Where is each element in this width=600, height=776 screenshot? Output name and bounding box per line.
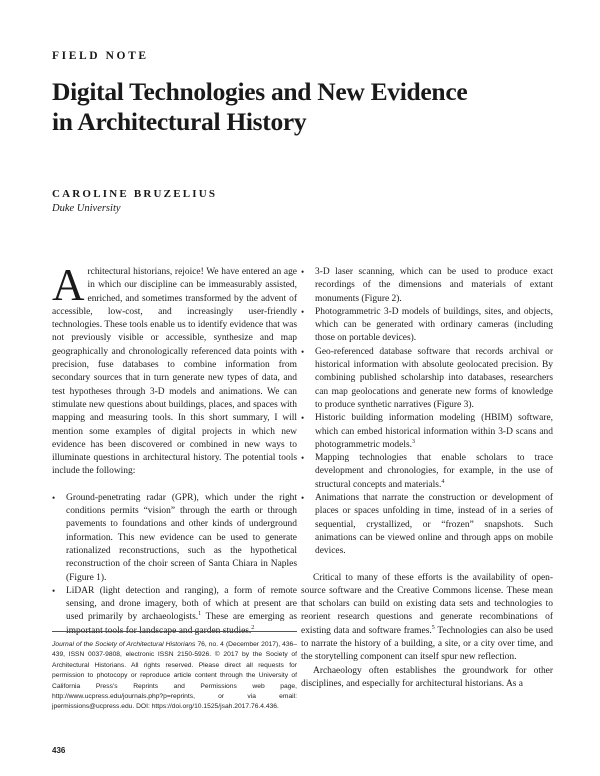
list-item <box>301 306 553 346</box>
list-item <box>301 452 553 492</box>
article-title <box>52 77 572 137</box>
body-paragraph <box>301 665 553 692</box>
left-column <box>52 260 298 638</box>
list-item-text: 3-D laser scanning, which can be used to produce exact recordings of the dimensions and materials of extant monuments (Figure 2). <box>315 267 553 304</box>
bullet-icon: • <box>301 453 305 464</box>
title-line-2: in Architectural History <box>52 107 307 136</box>
list-item <box>301 266 553 306</box>
list-item-text: Ground-penetrating radar (GPR), which under the right conditions permits “vision” through the earth or through pavements to foundations and other kinds of underground information. This new evidence can be used to generate rationalized reconstructions, such as the hypothetical reconstruction of the choir screen of Santa Chiara in Naples (Figure 1). <box>66 492 297 583</box>
list-item-text: LiDAR (light detection and ranging), a form of remote sensing, and drone imagery, both of which at present are used primarily by archaeologists. <box>66 585 297 623</box>
bullet-icon: • <box>301 413 305 424</box>
title-line-1: Digital Technologies and New Evidence <box>52 77 468 106</box>
bullet-icon: • <box>52 585 56 596</box>
list-item <box>52 492 297 585</box>
tools-list-left <box>52 492 297 638</box>
footnote-ref[interactable]: 1 <box>198 611 202 618</box>
list-item-text: Geo-referenced database software that records archival or historical information with absolute geolocated precision. By combining published scholarship into databases, researchers can map geolocations and generate new forms of knowledge to produce synthetic narratives (Figure 3). <box>315 346 553 410</box>
list-item-text: Animations that narrate the construction or development of places or spaces unfolding in time, instead of in a series of sequential, crystallized, or “frozen” snapshots. Such animations can be viewed online and through apps on mobile devices. <box>315 493 553 557</box>
footnote-ref[interactable]: 3 <box>411 438 415 445</box>
bullet-icon: • <box>301 346 305 357</box>
list-item-text-cont: These are emerging as important tools for landscape and garden studies. <box>66 612 298 636</box>
drop-cap: A <box>52 260 85 310</box>
journal-details: 76, no. 4 (December 2017), 436–439, ISSN 0037-9808, electronic ISSN 2150-5926. © 2017 by the Society of Architectural Historians. All rights reserved. Please direct all requests for permission to photocopy or reproduce article content through the University of California Press’s Reprints and Permissions web page, http://www.ucpress.edu/journals.php?p=reprints, or via email: jpermissions@ucpress.edu. DOI: https://doi.org/10.1525/jsah.2017.76.4.436. <box>52 641 297 711</box>
intro-paragraph <box>52 260 297 479</box>
bullet-icon: • <box>301 306 305 317</box>
footnote-ref[interactable]: 2 <box>251 624 255 631</box>
bullet-icon: • <box>52 492 56 503</box>
list-item <box>301 412 553 452</box>
right-column <box>301 266 553 691</box>
intro-text: rchitectural historians, rejoice! We have entered an age in which our discipline can be immeasurably assisted, enriched, and sometimes transformed by the advent of accessible, low-cost, and increasingly user-friendly technologies. These tools enable us to identify evidence that was not previously visible or accessible, synthesize and map geographically and chronologically referenced data points with precision, fuse databases to combine information from secondary sources that in turn generate new types of data, and test hypotheses through 3-D models and animations. We can stimulate new questions about buildings, places, and spaces with mapping and measuring tools. In this short summary, I will mention some examples of digital projects in which new evidence has been discovered or combined in new ways to illuminate questions in architectural history. The potential tools include the following: <box>52 267 297 477</box>
body-paragraph <box>301 572 553 665</box>
list-item-text: Mapping technologies that enable scholars to trace development and chronologies, for example, in the use of structural concepts and materials. <box>315 453 553 490</box>
page-number: 436 <box>52 746 66 755</box>
author-affiliation: Duke University <box>52 203 121 214</box>
journal-name: Journal of the Society of Architectural Historians <box>52 641 196 648</box>
paragraph-text-cont: Technologies can also be used to narrate the history of a building, a site, or a city over time, and the storytelling component can itself spur new reflection. <box>301 625 553 663</box>
section-kicker: FIELD NOTE <box>52 50 149 62</box>
paragraph-text: Critical to many of these efforts is the availability of open-source software and the Creative Commons license. These mean that scholars can build on existing data sets and technologies to reorient research questions and generate recombinations of existing data and software frames. <box>301 572 553 636</box>
footnote-ref[interactable]: 5 <box>431 624 435 631</box>
bullet-icon: • <box>301 267 305 277</box>
list-item <box>301 492 553 558</box>
paragraph-text: Archaeology often establishes the groundwork for other disciplines, and especially for architectural historians. As a <box>301 665 553 689</box>
footnote-ref[interactable]: 4 <box>441 478 445 485</box>
author-name: CAROLINE BRUZELIUS <box>52 188 218 200</box>
journal-footnote <box>52 631 297 713</box>
bullet-icon: • <box>301 493 305 504</box>
list-item-text: Historic building information modeling (HBIM) software, which can embed historical information within 3-D scans and photogrammetric models. <box>315 413 553 450</box>
list-item-text: Photogrammetric 3-D models of buildings, sites, and objects, which can be generated with ordinary cameras (including those on portable devices). <box>315 306 553 344</box>
list-item <box>301 346 553 412</box>
tools-list-right <box>301 266 553 559</box>
